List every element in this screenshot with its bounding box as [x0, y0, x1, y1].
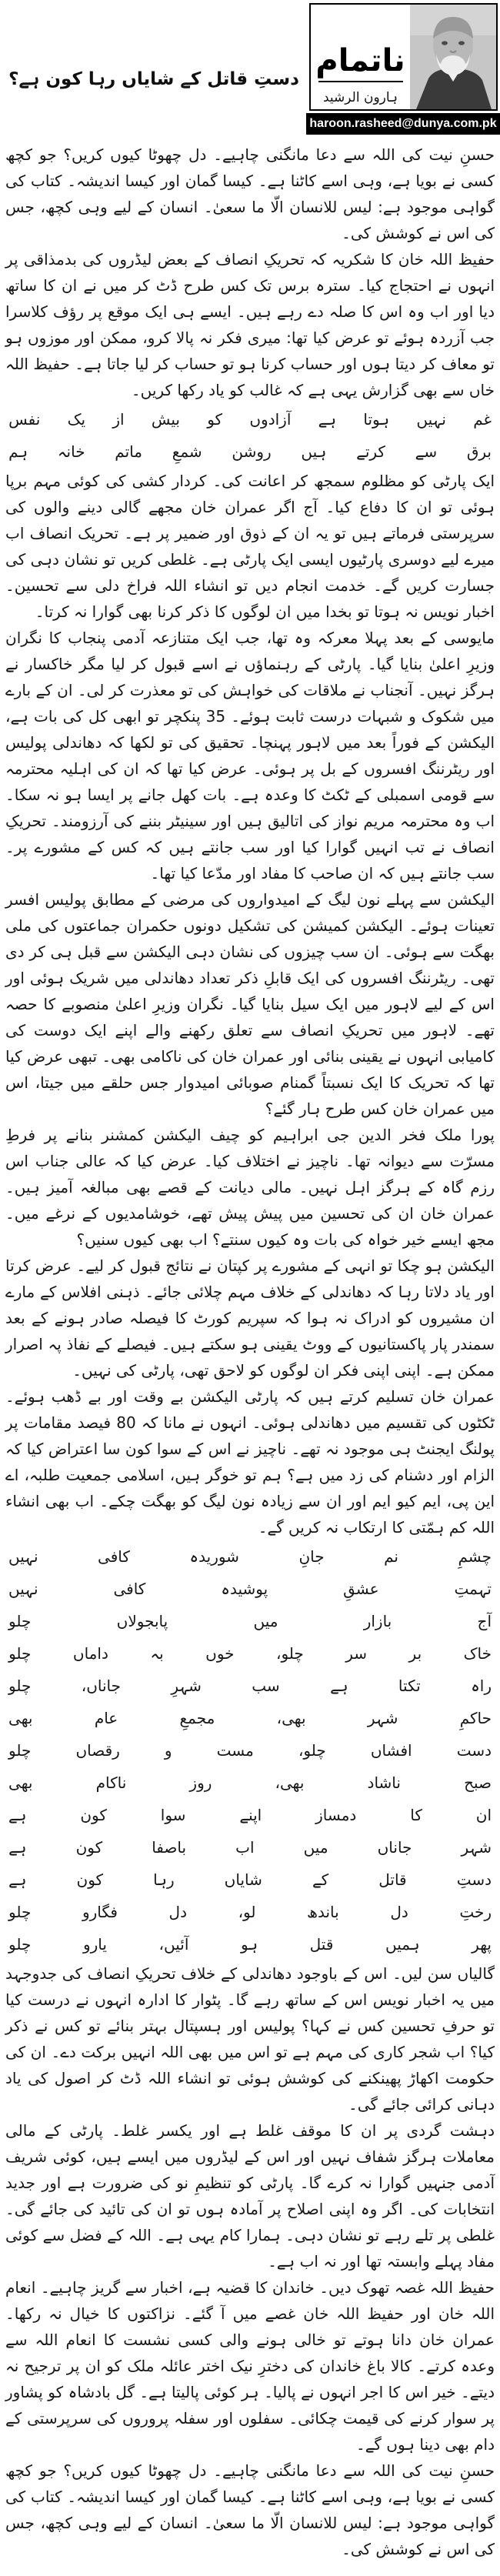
verse-word: قاتل: [378, 1870, 407, 1889]
verse-word: بازار: [363, 1612, 392, 1630]
verse-word: افشاں: [370, 1741, 412, 1760]
verse-word: ہو: [240, 1935, 258, 1954]
verse-word: دل: [390, 1903, 408, 1921]
verse-word: خاک: [463, 1644, 492, 1663]
poem-line: [5, 1670, 495, 1702]
verse-word: قتل: [309, 1935, 334, 1954]
verse-word: شہرِ: [171, 1677, 202, 1695]
verse-word: تہمتِ: [454, 1580, 492, 1598]
verse-word: مجمعِ: [179, 1709, 215, 1727]
verse-word: چشمِ: [458, 1547, 492, 1566]
verse-word: روز: [189, 1774, 212, 1792]
verse-word: ہوتا: [363, 410, 390, 429]
verse-word: کون: [75, 1838, 103, 1857]
verse-word: کا: [410, 1806, 422, 1824]
verse-word: و: [164, 1741, 172, 1760]
body-paragraph: ایک پارٹی کو مظلوم سمجھ کر اعانت کی۔ کردار کشی کی کوئی مہم برپا ہوئی تو ان کا دفاع کیا۔ آج اگر عمران خان مجھے گالی دینے والوں کی سرپرستی فرماتے ہیں تو یہ ان کے ذوق اور ضمیر پر ہے۔ تحریک انصاف اب میرے لیے دوسری پارٹیوں ایسی ایک پارٹی ہے۔ غلطی کریں تو نشان دہی کی جسارت کریں گے۔ خدمت انجام دیں تو انشاء اللہ فراخ دلی سے تحسین۔ اخبار نویس نہ ہوتا تو بخدا میں ان لوگوں کا ذکر کرنا بھی گوارا نہ کرتا۔: [5, 472, 495, 621]
verse-word: رختِ: [459, 1903, 492, 1921]
verse-word: جانِ: [298, 1547, 325, 1566]
verse-word: ناشاد: [367, 1774, 401, 1792]
verse-word: ہم: [8, 442, 28, 461]
verse-word: یارو: [82, 1935, 107, 1954]
verse-word: میں: [253, 1612, 278, 1630]
verse-word: دست: [456, 1741, 492, 1760]
verse-word: داماں: [72, 1644, 108, 1663]
verse-word: آج: [477, 1612, 492, 1630]
verse-word: لو،: [238, 1903, 256, 1921]
verse-word: بھی: [8, 1709, 33, 1727]
verse-word: آزادوں: [249, 410, 292, 429]
author-email-bar: haroon.rasheed@dunya.com.pk: [306, 113, 500, 135]
verse-word: کافی: [113, 1580, 146, 1598]
verse-word: سب: [252, 1677, 280, 1695]
verse-word: کو: [207, 410, 223, 429]
poem-line: [5, 1864, 495, 1896]
verse-word: مست: [216, 1741, 254, 1760]
verse-word: باندھ: [307, 1903, 339, 1921]
body-paragraph: حفیظ اللہ خان کا شکریہ کہ تحریکِ انصاف کے بعض لیڈروں کی بدمذاقی پر انہوں نے احتجاج کیا۔ سترہ برس تک کس طرح ڈٹ کر میں نے ان کا ساتھ دیا اور اب وہ اس کا صلہ دے رہے ہیں۔ ایسے ہی ایک موقع پر رؤف کلاسرا جب آزردہ ہوئے تو عرض کیا تھا: میری فکر نہ پالا کرو، ممکن اور موزوں ہو تو معاف کر دیتا ہوں اور حساب کرنا ہو تو حساب کر لیا جاتا ہے۔ حفیظ اللہ خاں سے بھی گزارش یہی ہے کہ غالب کو یاد رکھا کریں۔: [5, 250, 495, 399]
verse-word: ہے: [330, 1677, 348, 1695]
verse-word: تکتا: [398, 1677, 421, 1695]
verse-word: شوریدہ: [189, 1547, 239, 1566]
verse-word: ہمیں: [385, 1935, 420, 1954]
verse-word: آئیں،: [158, 1935, 189, 1954]
author-name: ہارون الرشید: [322, 90, 398, 105]
verse-word: ماتم: [115, 442, 142, 461]
verse-word: ہیں: [301, 442, 327, 461]
couplet-line: [5, 435, 495, 468]
verse-word: غم: [473, 410, 492, 429]
verse-word: چلو،: [298, 1741, 326, 1760]
verse-word: اپنے: [239, 1806, 262, 1824]
verse-word: سر: [345, 1644, 368, 1663]
body-paragraph: دہشت گردی پر ان کا موقف غلط ہے اور یکسر غلط۔ پارٹی کے مالی معاملات ہرگز شفاف نہیں اور اس کے لیڈروں میں ایسے ہیں، کوئی شریف آدمی جنہیں گوارا نہ کرے گا۔ پارٹی کو تنظیمِ نو کی ضرورت ہے اور جدید انتخابات کی۔ اگر وہ اپنی اصلاح پر آمادہ ہوں تو ان کی تائید کی جائے گی۔ غلطی پر تلے رہے تو نشان دہی۔ ہمارا کام یہی ہے۔ اللہ کے فضل سے کوئی مفاد پہلے وابستہ تھا اور نہ اب ہے۔: [5, 2121, 495, 2271]
verse-word: عام: [94, 1709, 118, 1727]
verse-word: بیش: [151, 410, 180, 429]
verse-word: کون: [76, 1870, 104, 1889]
logo-divider: [318, 81, 403, 82]
poem-line: [5, 1767, 495, 1799]
verse-word: شہر: [367, 1709, 398, 1727]
verse-word: پابجولاں: [116, 1612, 168, 1630]
body-paragraph: مایوسی کے بعد پہلا معرکہ وہ تھا، جب ایک متنازعہ آدمی پنجاب کا نگران وزیرِ اعلیٰ بنایا گیا۔ پارٹی کے رہنماؤں نے اسے قبول کر لیا مگر خاکسار نے ہرگز نہیں۔ آنجناب نے ملاقات کی خواہش کی تو معذرت کر لی۔ ان کے بارے میں شکوک و شبہات درست ثابت ہوئے۔ 35 پنکچر تو ابھی کل کی بات ہے، الیکشن کے فوراً بعد میں لاہور پہنچا۔ تحقیق کی تو لکھا کہ دھاندلی پولیس اور ریٹرننگ افسروں کے بل پر ہوئی۔ عرض کیا تھا کہ ان کی اہلیہ محترمہ سے قومی اسمبلی کے ٹکٹ کا وعدہ ہے۔ بات کھل جانے پر ایسا ہو نہ سکا۔ اب وہ محترمہ مریم نواز کی اتالیق ہیں اور سینیٹر بننے کی آرزومند۔ تحریکِ انصاف نے تب انہیں گوارا کیا اور سب جانتے ہیں کہ کس کے مشورے پر۔ سب جانتے ہیں کہ ان صاحب کا مفاد اور مدّعا کیا تھا۔: [5, 629, 495, 883]
body-paragraph: گالیاں سن لیں۔ اس کے باوجود دھاندلی کے خلاف تحریکِ انصاف کی جدوجہد میں یہ اخبار نویس اس کے ساتھ رہے گا۔ پٹوار کا ادارہ انہوں نے درست کیا تو حرفِ تحسین کس نے کہا؟ پولیس اور ہسپتال بہتر بنائے تو کس نے ذکر کیا؟ اب شجر کاری کی مہم ہے تو اس میں بھی اللہ انہیں برکت دے۔ ان کی حکومت اکھاڑ پھینکنے کی کوشش ہوئی تو انشاء اللہ ڈٹ کر اصول کی یاد دہانی کرائی جائے گی۔: [5, 1964, 495, 2114]
verse-word: کافی: [98, 1547, 130, 1566]
verse-word: نفس: [8, 410, 41, 429]
article-title: دستِ قاتل کے شایاں رہا کون ہے؟: [8, 69, 299, 89]
verse-word: خوں: [205, 1644, 235, 1663]
verse-word: چلو: [8, 1903, 32, 1921]
verse-word: چلو: [8, 1612, 32, 1630]
body-paragraph: الیکشن ہو چکا تو انہی کے مشورے پر کپتان نے نتائج قبول کر لیے۔ عرض کرتا اور یاد دلاتا رہا کہ دھاندلی کے خلاف مہم چلائی جائے۔ ذہنی افلاس کے مارے ان مشیروں کو ادراک نہ ہوا کہ سپریم کورٹ کا فیصلہ صادر ہونے کے بعد سمندر پار پاکستانیوں کے ووٹ یقینی ہو سکتے ہیں۔ فیصلے کے نفاذ پہ اصرار ممکن ہے۔ اپنی اپنی فکر ان لوگوں کو لاحق تھی، پارٹی کی نہیں۔: [5, 1256, 495, 1380]
verse-word: نہیں: [416, 410, 446, 429]
masthead-left: [311, 5, 410, 109]
poem-line: [5, 1799, 495, 1831]
verse-word: از: [112, 410, 125, 429]
verse-word: پھر: [472, 1935, 492, 1954]
verse-word: ہے: [8, 1870, 27, 1889]
poem-line: [5, 1831, 495, 1864]
verse-word: شہر: [461, 1838, 492, 1857]
verse-word: ہے: [8, 1806, 27, 1824]
verse-word: کے: [312, 1870, 329, 1889]
verse-word: شمعِ: [172, 442, 202, 461]
verse-word: پوشیدہ: [221, 1580, 268, 1598]
verse-word: دستِ: [456, 1870, 492, 1889]
verse-word: چلو،: [276, 1644, 304, 1663]
verse-word: نم: [384, 1547, 398, 1566]
verse-word: اب: [235, 1838, 255, 1857]
verse-word: ہے: [8, 1838, 27, 1857]
verse-word: چلو: [8, 1935, 32, 1954]
body-paragraph: عمران خان تسلیم کرتے ہیں کہ پارٹی الیکشن بے وقت اور بے ڈھب ہوئے۔ ٹکٹوں کی تقسیم میں دھاندلی ہوئی۔ انہوں نے مانا کہ 80 فیصد مقامات پر پولنگ ایجنٹ ہی موجود نہ تھے۔ ناچیز نے اس کے سوا کون سا اعتراض کیا کہ الزام اور دشنام کی زد میں ہے؟ ہم تو خوگر ہیں، اسلامی جمعیت طلبہ، اے این پی، ایم کیو ایم اور ان سے زیادہ نون لیگ کو بھگت چکے۔ اب بھی انشاء اللہ کم ہمّتی کا ارتکاب نہ کریں گے۔: [5, 1387, 495, 1537]
body-paragraph: حسنِ نیت کی اللہ سے دعا مانگنی چاہیے۔ دل چھوٹا کیوں کریں؟ جو کچھ کسی نے بویا ہے، وہی اسے کاٹنا ہے۔ کیسا گمان اور کیسا اندیشہ۔ کتاب کی گواہی موجود ہے: لیس للانسان الّا ما سعیٰ۔ انسان کے لیے وہی کچھ، جس کی اس نے کوشش کی۔: [5, 145, 495, 242]
verse-word: شایاں: [224, 1870, 262, 1889]
verse-word: عشقِ: [343, 1580, 379, 1598]
author-photo: [410, 5, 496, 109]
verse-word: چلو: [8, 1644, 32, 1663]
verse-word: برق: [466, 442, 492, 461]
body-paragraph: پورا ملک فخر الدین جی ابراہیم کو چیف الیکشن کمشنر بنانے پر فرطِ مسرّت سے دیوانہ تھا۔ ناچیز نے اختلاف کیا۔ عرض کیا کہ عالی جناب اس رزم گاہ کے ہرگز اہل نہیں۔ مالی دیانت کے قصے بھی مبالغہ آمیز ہیں۔ عمران خان ان کی تحسین میں پیش پیش تھے، خوشامدیوں کے نرغے میں۔ مجھ ایسے خیر خواہ کی بات وہ کیوں سنتے؟ اب بھی کیوں سنیں؟: [5, 1126, 495, 1249]
verse-word: بہ: [150, 1644, 164, 1663]
poem-line: [5, 1605, 495, 1637]
couplet-line: [5, 403, 495, 435]
verse-word: فگارو: [82, 1903, 118, 1921]
verse-word: جاناں: [377, 1838, 412, 1857]
poem-line: [5, 1734, 495, 1767]
column-logo: ناتمام: [315, 43, 405, 78]
verse-word: کرتے: [356, 442, 385, 461]
verse-word: بر: [408, 1644, 422, 1663]
verse-word: ناکام: [95, 1774, 127, 1792]
verse-word: یک: [67, 410, 86, 429]
verse-word: دمساز: [315, 1806, 357, 1824]
verse-word: روشن: [232, 442, 272, 461]
verse-word: نہیں: [8, 1547, 38, 1566]
verse-word: بھی: [8, 1774, 33, 1792]
poem-line: [5, 1573, 495, 1605]
verse-word: رقصاں: [75, 1741, 120, 1760]
verse-word: کون: [80, 1806, 107, 1824]
body-paragraph: حفیظ اللہ غصہ تھوک دیں۔ خاندان کا قضیہ ہے، اخبار سے گریز چاہیے۔ انعام اللہ خان اور حفیظ اللہ خان غصے میں آ گئے۔ نزاکتوں کا خیال نہ رکھا۔ عمران خان دانا ہوتے تو خالی ہونے والی کسی نشست کا انعام اللہ سے وعدہ کرتے۔ کالا باغ خاندان کی دخترِ نیک اختر عائلہ ملک کو ان پر ترجیح نہ دیتے۔ خیر اس کا اجر انہوں نے پالیا۔ ہر کوئی پالیتا ہے۔ گل بادشاہ کو پشاور پر سوار کرنے کی قیمت چکائی۔ سفلوں اور سفلہ پروروں کی سرپرستی کے دام بھی دینا ہوں گے۔: [5, 2278, 495, 2454]
verse-word: میں: [303, 1838, 328, 1857]
poem-line: [5, 1896, 495, 1928]
poem-line: [5, 1637, 495, 1670]
masthead-box: [309, 3, 498, 111]
poem-line: [5, 1540, 495, 1573]
verse-word: راہ: [471, 1677, 492, 1695]
verse-word: دل: [168, 1903, 187, 1921]
verse-word: سے: [415, 442, 438, 461]
poem-line: [5, 1702, 495, 1734]
column-header: [0, 0, 500, 140]
verse-word: بھی،: [275, 1774, 305, 1792]
body-paragraph: الیکشن سے پہلے نون لیگ کے امیدواروں کی مرضی کے مطابق پولیس افسر تعینات ہوئے۔ الیکشن کمیشن کی تشکیل دونوں حکمران جماعتوں کی ملی بھگت سے ہوئی۔ ان سب چیزوں کی نشان دہی الیکشن سے قبل ہی کر دی تھی۔ ریٹرننگ افسروں کی ایک قابلِ ذکر تعداد دھاندلی میں شریک ہوئی اور اس کے لیے لاہور میں ایک سیل بنایا گیا۔ نگران وزیرِ اعلیٰ منصوبے کا حصہ تھے۔ لاہور میں تحریکِ انصاف سے تعلق رکھنے والے اپنے ایک دوست کی کامیابی انہوں نے یقینی بنائی اور عمران خان کی ناکامی بھی۔ تبھی عرض کیا تھا کہ تحریک کا ایک نسبتاً گمنام صوبائی امیدوار جس حلقے میں جیتا، اس میں عمران خان کس طرح ہار گئے؟: [5, 890, 495, 1118]
poem-line: [5, 1928, 495, 1960]
verse-word: باصفا: [152, 1838, 187, 1857]
verse-word: جاناں،: [81, 1677, 121, 1695]
verse-word: سوا: [160, 1806, 186, 1824]
verse-word: نہیں: [8, 1580, 38, 1598]
verse-word: چلو: [8, 1741, 32, 1760]
verse-word: بھی،: [276, 1709, 306, 1727]
verse-word: صبح: [464, 1774, 492, 1792]
body-paragraph: حسنِ نیت کی اللہ سے دعا مانگنی چاہیے۔ دل چھوٹا کیوں کریں؟ جو کچھ کسی نے بویا ہے، وہی اسے کاٹنا ہے۔ کیسا گمان اور کیسا اندیشہ۔ کتاب کی گواہی موجود ہے: لیس للانسان الّا ما سعیٰ۔ انسان کے لیے وہی کچھ، جس کی اس نے کوشش کی۔: [5, 2461, 495, 2558]
verse-word: چلو: [8, 1677, 32, 1695]
article-body: [0, 140, 500, 2576]
verse-word: ہے: [318, 410, 337, 429]
verse-word: رہا: [153, 1870, 175, 1889]
verse-word: ان: [475, 1806, 492, 1824]
verse-word: خانہ: [57, 442, 85, 461]
verse-word: حاکمِ: [459, 1709, 492, 1727]
